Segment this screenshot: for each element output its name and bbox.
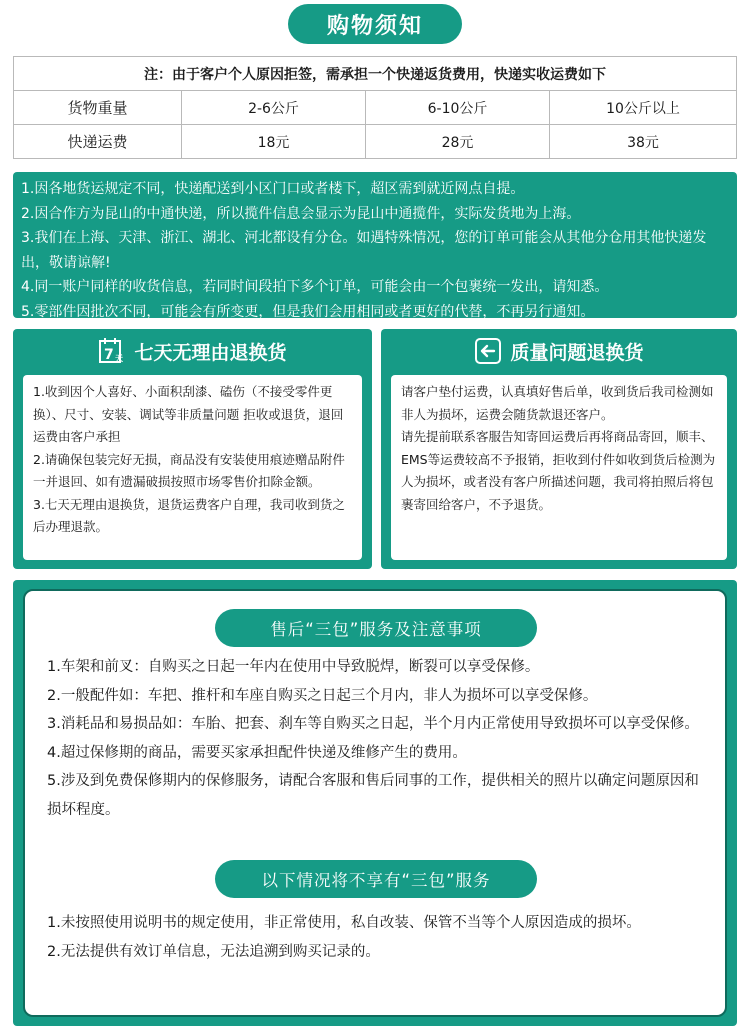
after-sales-title: 售后“三包”服务及注意事项: [215, 609, 537, 647]
table-cell: 10公斤以上: [550, 91, 737, 125]
table-cell: 38元: [550, 125, 737, 159]
table-cell: 28元: [366, 125, 550, 159]
after-sales-list: [47, 653, 707, 824]
svg-text:7: 7: [104, 347, 115, 363]
list-item: 3.消耗品和易损品如：车胎、把套、刹车等自购买之日起，半个月内正常使用导致损坏可以享受保修。: [47, 716, 699, 732]
list-item: 1.未按照使用说明书的规定使用，非正常使用，私自改装、保管不当等个人原因造成的损坏。: [47, 915, 641, 931]
quality-title: 质量问题退换货: [510, 341, 644, 364]
seven-day-return-panel: [13, 329, 372, 569]
list-item: 1.收到因个人喜好、小面积刮漆、磕伤（不接受零件更换）、尺寸、安装、调试等非质量问题 拒收或退货，退回运费由客户承担: [33, 384, 344, 444]
after-sales-card: [23, 589, 727, 1017]
after-sales-section: [13, 580, 737, 1026]
notice-item: 3.我们在上海、天津、浙江、湖北、河北都设有分仓。如遇特殊情况，您的订单可能会从其他分仓用其他快递发出，敬请谅解!: [21, 230, 707, 271]
shipping-notice: [13, 172, 737, 318]
table-row: [14, 57, 737, 91]
list-item: 3.七天无理由退换货，退货运费客户自理，我司收到货之后办理退款。: [33, 496, 345, 534]
table-cell: 18元: [182, 125, 366, 159]
calendar-7-icon: [98, 337, 126, 365]
list-item: 2.一般配件如：车把、推杆和车座自购买之日起三个月内，非人为损坏可以享受保修。: [47, 687, 598, 704]
notice-item: 2.因合作方为昆山的中通快递，所以揽件信息会显示为昆山中通揽件，实际发货地为上海。: [21, 205, 581, 222]
list-item: 2.无法提供有效订单信息，无法追溯到购买记录的。: [47, 943, 380, 960]
table-row: [14, 125, 737, 159]
table-cell: 6-10公斤: [366, 91, 550, 125]
row-label-fee: 快递运费: [14, 125, 182, 159]
notice-item: 4.同一账户同样的收货信息，若同时间段拍下多个订单，可能会由一个包裹统一发出，请知悉。: [21, 279, 609, 295]
svg-text:天: 天: [115, 354, 124, 363]
list-item: 请先提前联系客服告知寄回运费后再将商品寄回，顺丰、EMS等运费较高不予报销，拒收到付件如收到货后检测为人为损坏，或者没有客户所描述问题，我司将拍照后将包裹寄回给客户，不予退货。: [401, 429, 716, 512]
quality-header: [381, 329, 737, 373]
exclusions-title: 以下情况将不享有“三包”服务: [215, 860, 537, 898]
shipping-fee-table: [13, 56, 737, 159]
table-cell: 2-6公斤: [182, 91, 366, 125]
list-item: 请客户垫付运费，认真填好售后单，收到货后我司检测如非人为损坏，运费会随货款退还客户。: [401, 384, 714, 422]
seven-day-title: 七天无理由退换货: [134, 341, 287, 364]
row-label-weight: 货物重量: [14, 91, 182, 125]
notice-item: 1.因各地货运规定不同，快递配送到小区门口或者楼下，超区需到就近网点自提。: [21, 181, 525, 197]
quality-body: [391, 375, 727, 560]
list-item: 1.车架和前叉：自购买之日起一年内在使用中导致脱焊，断裂可以享受保修。: [47, 659, 540, 675]
page-title: 购物须知: [288, 4, 462, 44]
return-arrow-icon: [474, 337, 502, 365]
exclusions-list: [47, 909, 707, 966]
notice-item: 5.零部件因批次不同，可能会有所变更，但是我们会用相同或者更好的代替，不再另行通知。: [21, 303, 595, 320]
fee-note: 注：由于客户个人原因拒签，需承担一个快递返货费用，快递实收运费如下: [14, 57, 737, 91]
quality-return-panel: [381, 329, 737, 569]
table-row: [14, 91, 737, 125]
seven-day-header: [13, 329, 372, 373]
list-item: 4.超过保修期的商品，需要买家承担配件快递及维修产生的费用。: [47, 744, 467, 761]
seven-day-body: [23, 375, 362, 560]
list-item: 2.请确保包装完好无损，商品没有安装使用痕迹赠品附件一并退回、如有遗漏破损按照市场零售价扣除金额。: [33, 451, 345, 489]
list-item: 5.涉及到免费保修期内的保修服务，请配合客服和售后同事的工作，提供相关的照片以确定问题原因和损坏程度。: [47, 773, 699, 818]
